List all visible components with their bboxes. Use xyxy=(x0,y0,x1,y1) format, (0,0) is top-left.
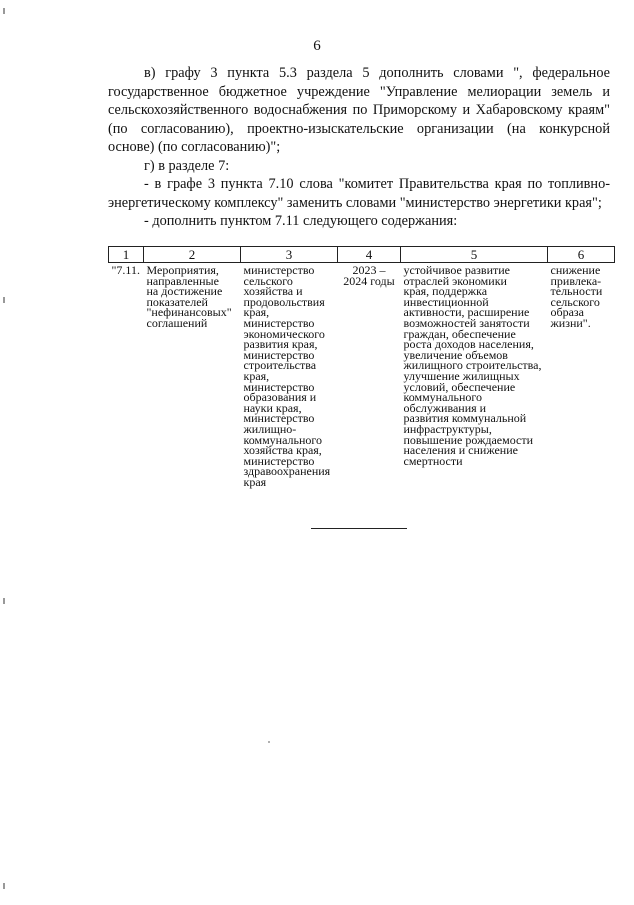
cell-line: 2024 годы xyxy=(343,273,395,288)
cell-line: увеличение объемов xyxy=(403,347,508,362)
cell-line: населения и снижение xyxy=(403,443,518,458)
cell-line: жилищно- xyxy=(243,421,297,436)
cell-line: жилищного строительства, xyxy=(403,358,542,373)
paragraph-add-711: - дополнить пунктом 7.11 следующего содержания: xyxy=(144,213,458,229)
header-col-4: 4 xyxy=(338,247,401,263)
cell-line: смертности xyxy=(403,453,463,468)
cell-line: министерство xyxy=(243,453,315,468)
cell-line: коммунального xyxy=(243,432,323,447)
paragraph-g: г) в разделе 7: xyxy=(144,157,230,174)
cell-line: края, xyxy=(243,305,270,320)
cell-line: инвестиционной xyxy=(403,294,489,309)
cell-line: строительства xyxy=(243,358,317,373)
page-number: 6 xyxy=(313,38,321,54)
scan-mark xyxy=(3,8,5,14)
scan-dot xyxy=(268,741,270,743)
cell-line: хозяйства края, xyxy=(243,443,322,458)
cell-line: хозяйства и xyxy=(243,284,303,299)
table-row xyxy=(109,263,615,488)
cell-line: соглашений xyxy=(146,315,208,330)
cell-line: 2023 – xyxy=(352,263,386,277)
cell-line: здравоохранения xyxy=(243,464,331,479)
header-col-3: 3 xyxy=(241,247,338,263)
cell-risks xyxy=(548,263,615,488)
cell-line: жизни". xyxy=(550,315,591,330)
cell-line: продовольствия xyxy=(243,294,325,309)
cell-line: сельского xyxy=(550,294,600,309)
cell-line: на достижение xyxy=(146,284,223,299)
cell-line: края, поддержка xyxy=(403,284,488,299)
cell-line: активности, расширение xyxy=(403,305,530,320)
header-col-5: 5 xyxy=(401,247,548,263)
paragraph-replace-710: - в графе 3 пункта 7.10 слова "комитет Правительства края по топливно-энергетическому комплексу" заменить словами "министерство энергетики края"; xyxy=(108,176,610,211)
cell-line: показателей xyxy=(146,294,208,309)
cell-line: края xyxy=(243,474,267,489)
cell-line: края, xyxy=(243,368,270,383)
cell-expected-result xyxy=(401,263,548,488)
cell-line: министерство xyxy=(243,379,315,394)
cell-executors xyxy=(241,263,338,488)
header-col-1: 1 xyxy=(109,247,144,263)
closing-rule xyxy=(311,528,407,529)
cell-measures xyxy=(144,263,241,488)
cell-line: устойчивое развитие xyxy=(403,263,510,277)
scan-mark xyxy=(3,297,5,303)
cell-line: экономического xyxy=(243,326,325,341)
cell-period xyxy=(338,263,401,488)
amendment-table xyxy=(108,246,608,487)
header-col-2: 2 xyxy=(144,247,241,263)
cell-line: сельского xyxy=(243,273,293,288)
cell-line: отраслей экономики xyxy=(403,273,507,288)
cell-line: тельности xyxy=(550,284,603,299)
cell-line: развития края, xyxy=(243,337,318,352)
scan-mark xyxy=(3,883,5,889)
cell-line: инфраструктуры, xyxy=(403,421,492,436)
cell-line: министерство xyxy=(243,315,315,330)
scan-mark xyxy=(3,598,5,604)
cell-line: "7.11. xyxy=(111,263,140,277)
cell-line: Мероприятия, xyxy=(146,263,219,277)
cell-line: развития коммунальной xyxy=(403,411,527,426)
cell-line: образования и xyxy=(243,390,317,405)
cell-line: образа xyxy=(550,305,584,320)
header-col-6: 6 xyxy=(548,247,615,263)
cell-line: возможностей занятости xyxy=(403,315,530,330)
cell-line: коммунального xyxy=(403,390,483,405)
cell-line: министерство xyxy=(243,347,315,362)
cell-line: привлека- xyxy=(550,273,602,288)
cell-line: снижение xyxy=(550,263,601,277)
cell-line: министерство xyxy=(243,411,315,426)
cell-line: направленные xyxy=(146,273,219,288)
table-header-row xyxy=(109,247,615,263)
cell-line: повышение рождаемости xyxy=(403,432,534,447)
cell-item-number xyxy=(109,263,144,488)
cell-line: "нефинансовых" xyxy=(146,305,232,320)
cell-line: министерство xyxy=(243,263,315,277)
cell-line: условий, обеспечение xyxy=(403,379,516,394)
cell-line: обслуживания и xyxy=(403,400,487,415)
cell-line: роста доходов населения, xyxy=(403,337,534,352)
document-body xyxy=(108,64,610,231)
paragraph-v: в) графу 3 пункта 5.3 раздела 5 дополнить словами ", федеральное государственное бюджетное учреждение "Управление мелиорации земель и сельскохозяйственного водоснабжения по Приморскому и Хабаровскому краям" (по согласованию), проектно-изыскательские организации (на конкурсной основе) (по согласованию)"; xyxy=(108,65,610,155)
cell-line: улучшение жилищных xyxy=(403,368,520,383)
cell-line: науки края, xyxy=(243,400,302,415)
cell-line: граждан, обеспечение xyxy=(403,326,516,341)
